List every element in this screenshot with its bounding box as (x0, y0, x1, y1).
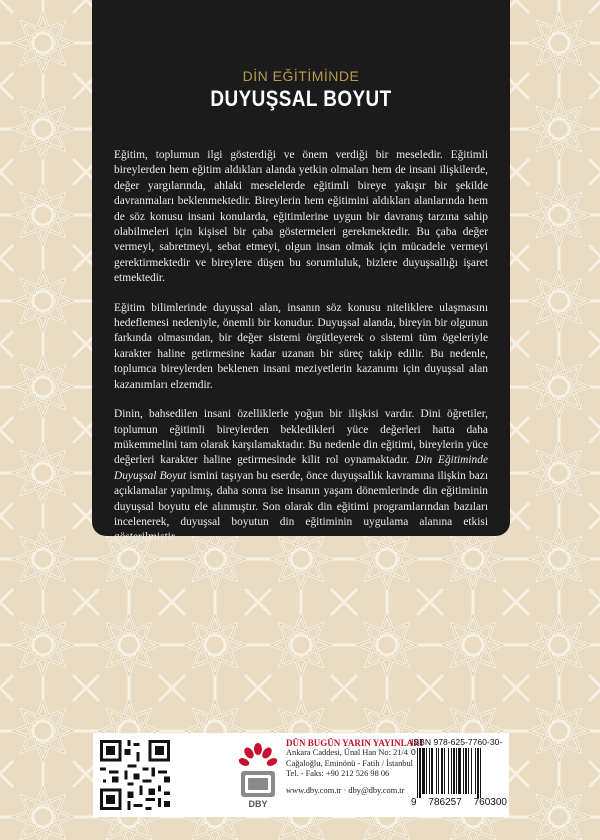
blurb-paragraph-2: Eğitim bilimlerinde duyuşsal alan, insanın söz konusu niteliklere ulaşmasını hedeflemesi nedeniyle, önemli bir konudur. Duyuşsal alanda, bireyin bir olgunun farkında olmasından, bir değer sistemi örgütleyerek o sistemi tüm ögeleriyle karakter haline getirmesine kadar uzanan bir süreç takip edilir. Bu nedenle, toplumca bireylerden beklenen insani meziyetlerin kazanımı için duyuşsal alan kazanımları elzemdir. (114, 301, 488, 391)
isbn-label: ISBN 978-625-7760-30-0 (411, 737, 503, 757)
barcode-digit-prefix: 9 (411, 797, 417, 808)
blurb-paragraph-3 (114, 407, 488, 546)
blurb-paragraph-1: Eğitim, toplumun ilgi gösterdiği ve önem verdiği bir meseledir. Eğitimli bireylerden hem eğitim aldıkları alanda yetkin olmaları hem de insani ilişkilerde, değer yargılarında, ahlaki meselelerde eğitimli bireye yakışır bir şekilde davranmaları beklenmektedir. Bireylerin hem eğitimini aldıkları alanlarında hem de söz konusu insani konularda, eğitimlerine uygun bir davranış tarzına sahip olabilmeleri için kişisel bir çaba göstermeleri gerekmektedir. Bu çaba değer vermeyi, sabretmeyi, sebat etmeyi, olgun insan olmak için mücadele vermeyi gerektirmektedir ve bireylere düşen bu sorumluluk, bizlere duyuşsallığı işaret etmektedir. (114, 149, 488, 285)
publisher-logo-text: DBY (248, 799, 268, 809)
publisher-web: www.dby.com.tr · dby@dby.com.tr (286, 785, 405, 795)
publisher-address-line2: Cağaloğlu, Eminönü - Fatih / İstanbul (286, 758, 414, 768)
blurb (114, 148, 488, 546)
barcode-digits (411, 797, 507, 808)
book-title-line1: DİN EĞİTİMİNDE (242, 68, 360, 84)
blurb-book-title-italic: Din Eğitiminde Duyuşsal Boyut (114, 454, 489, 482)
publisher-address (286, 738, 426, 796)
publisher-phone: Tel. - Faks: +90 212 526 98 06 (286, 769, 390, 779)
book-title-line2: DUYUŞSAL BOYUT (210, 86, 392, 111)
blurb-p3-mid: ismini taşıyan bu eserde, (186, 469, 304, 482)
isbn-barcode-icon (411, 748, 507, 798)
publisher-name: DÜN BUGÜN YARIN YAYINLARI (286, 738, 424, 748)
blurb-p3-start: Dinin, bahsedilen insani özelliklerle yoğun bir ilişkisi vardır. Dini öğretiler, toplumun eğitimli bireylerden bekledikleri yüce değerleri hatta daha mükemmelini tam olarak karşılamaktadır. Bu nedenle din eğitimi, bireylerin yüce değerleri karakter haline getirmesinde kilit rol oynamaktadır. (114, 408, 488, 467)
publisher-logo-icon (235, 741, 281, 811)
barcode-digits-left: 786257 (428, 797, 462, 808)
barcode-digits-right: 760300 (473, 797, 507, 808)
qr-code-icon (97, 737, 173, 813)
blurb-p3-end: önce duyuşsallık kavramına ilişkin bazı açıklamalar yapılmış, daha sonra ise insanın yaşam dönemlerinde din eğitiminin duyuşsal boyutu ele alınmıştır. Son olarak din eğitimi programlarından bazıları incelenerek, duyuşsal boyutun din eğitiminin uygulama alanına etkisi gösterilmiştir. (114, 469, 488, 544)
publisher-info-box (93, 733, 509, 817)
back-cover-text-panel (92, 0, 510, 544)
publisher-address-line1: Ankara Caddesi, Ünal Han No: 21/4 (286, 748, 408, 758)
